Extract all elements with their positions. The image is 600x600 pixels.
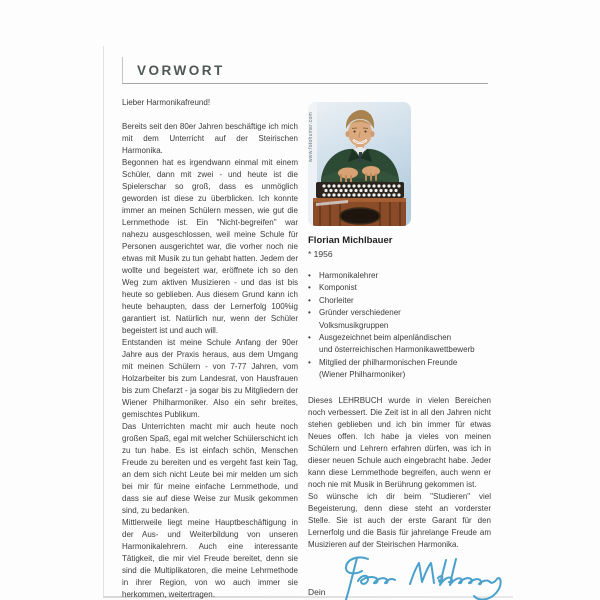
paragraph: So wünsche ich dir beim "Studieren" viel Begeisterung, denn diese steht an vorderster Stelle. Sie ist auch der erste Garant für den Lernerfolg und die Basis für jahrelange Freude am Musizieren auf der Steirischen Harmonika. <box>308 491 491 549</box>
closing-word: Dein <box>308 586 326 597</box>
bullet-text: Volksmusikgruppen <box>319 320 389 330</box>
bullet-dot: • <box>308 333 311 343</box>
bullet-text: Harmonikalehrer <box>319 271 379 280</box>
portrait-illustration <box>308 102 411 226</box>
paragraph: Das Unterrichten macht mir auch heute noch großen Spaß, egal mit welcher Schülerschicht ich zu tun habe. Es ist einfach schön, Menschen Freude zu bereiten und es vergeht fast kein Tag, an dem sich nicht Leute bei mir melden um sich bei mir für meine einfache Lernmethode, und dass sie auf diese Weise zur Musik gekommen sind, zu bedanken. <box>122 422 298 515</box>
signature-last-name <box>410 559 501 599</box>
birth-year: * 1956 <box>308 249 333 259</box>
left-body-text <box>122 121 298 600</box>
page-title: VORWORT <box>137 63 225 78</box>
right-body-text <box>308 395 491 551</box>
signature-first-name <box>338 557 395 600</box>
right-text-column <box>308 102 491 600</box>
portrait-photo <box>308 102 411 226</box>
bullet-item <box>308 332 491 357</box>
paragraph: Bereits seit den 80er Jahren beschäftige ich mich mit dem Unterricht auf der Steirischen Harmonika. <box>122 122 298 155</box>
paragraph: Mittlerweile liegt meine Hauptbeschäftigung in der Aus- und Weiterbildung von unseren Harmonikalehrern. Auch eine interessante Tätigkeit, die mir viel Freude bereitet, denn sie sind die Multiplikatoren, die meine Lehrmethode in ihrer Region, von wo auch immer sie herkommen, weitertragen. <box>122 518 298 599</box>
bullet-item <box>308 295 491 307</box>
bullet-item <box>308 270 491 282</box>
bullet-text: Mitglied der philharmonischen Freunde <box>319 357 458 367</box>
bullet-item <box>308 282 491 294</box>
handwritten-signature <box>328 551 508 600</box>
bullet-dot: • <box>308 308 311 318</box>
section-header <box>122 57 488 84</box>
greeting: Lieber Harmonikafreund! <box>122 98 211 107</box>
person-name: Florian Michlbauer <box>308 235 393 246</box>
bullet-text: Gründer verschiedener <box>319 308 401 318</box>
bullet-dot: • <box>308 271 311 280</box>
bullet-text: Chorleiter <box>319 295 354 305</box>
paragraph: Dieses LEHRBUCH wurde in vielen Bereichen noch verbessert. Die Zeit ist in all den Jahren nicht stehen geblieben und ich bin immer für etwas Neues offen. Ich habe ja vieles von meinen Schülern und Lehrern erfahren dürfen, was ich in dieser neuen Schule auch eingebracht habe. Jeder kann diese Lernmethode begreifen, auch wenn er noch nie mit Musik in Berührung gekommen ist. <box>308 395 491 489</box>
bullet-item <box>308 307 491 332</box>
bullet-dot: • <box>308 295 311 305</box>
accordion-grill <box>340 208 380 224</box>
paragraph: Begonnen hat es irgendwann einmal mit einem Schüler, dann mit zwei - und heute ist die Spielerschar so groß, dass es unmöglich geworden ist diese zu überblicken. Ich konnte immer an meinen Schülern messen, wie gut die Lernmethode ist. Ein "Nicht-begreifen" war nahezu ausgeschlossen, weil meine Schule für Personen ausgerichtet war, die vorher noch nie etwas mit Musik zu tun gehabt hatten. Jedem der wollte und begeistert war, eröffnete ich so den Weg zum aktiven Musizieren - und das ist bis heute so geblieben. Aus diesem Grund kann ich heute behaupten, dass der Lernerfolg 100%ig garantiert ist. Natürlich nur, wenn der Schüler begeistert ist und auch will. <box>122 158 298 335</box>
bullet-dot: • <box>308 357 311 367</box>
paragraph: Entstanden ist meine Schule Anfang der 90er Jahre aus der Praxis heraus, aus dem Umgang mit meinen Schülern - von 7-77 Jahren, vom Holzarbeiter bis zum Landesrat, von Hausfrauen bis zum Chefarzt - ja sogar bis zu Mitgliedern der Wiener Philharmoniker. Also ein sehr breites, gemischtes Publikum. <box>122 338 298 419</box>
bullet-text: Komponist <box>319 283 357 293</box>
page-edge-left <box>103 46 104 597</box>
left-text-column <box>122 97 298 600</box>
bullet-text: Ausgezeichnet beim alpenländischen <box>319 333 452 343</box>
bullet-text: (Wiener Philharmoniker) <box>319 370 406 380</box>
closing-row <box>308 565 491 600</box>
bullet-dot: • <box>308 283 311 293</box>
bullet-item <box>308 357 491 382</box>
bullet-text: und österreichischen Harmonikawettbewerb <box>319 345 475 355</box>
photo-credit: www.fotohumer.com <box>308 112 314 163</box>
bio-bullet-list <box>308 270 491 382</box>
